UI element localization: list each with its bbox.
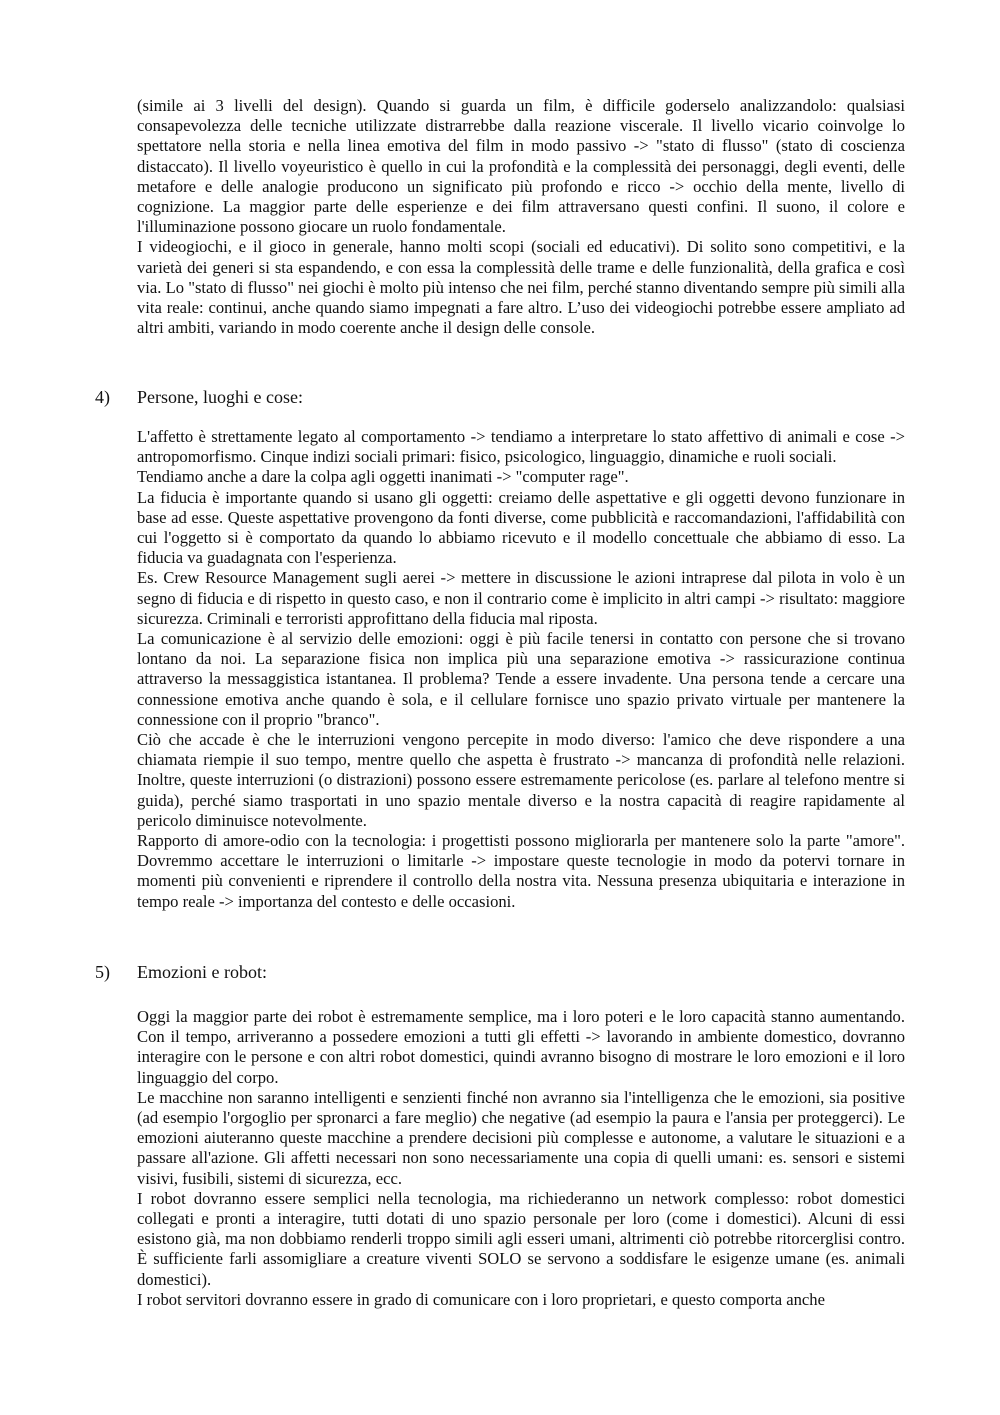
intro-paragraph-1: (simile ai 3 livelli del design). Quando si guarda un film, è difficile goderselo analizzandolo: qualsiasi consapevolezza delle tecniche utilizzate distrarrebbe dalla reazione viscerale. Il livello vicario coinvolge lo spettatore nella storia e nella linea emotiva del film in modo passivo -> "stato di flusso" (stato di coscienza distaccato). Il livello voyeuristico è quello in cui la profondità e la complessità dei personaggi, degli eventi, delle metafore e delle analogie producono un significato più profondo e ricco -> occhio della mente, livello di cognizione. La maggior parte delle esperienze e dei film attraversano questi confini. Il suono, il colore e l'illuminazione possono giocare un ruolo fondamentale. (137, 96, 905, 237)
section-5-paragraph-3: I robot dovranno essere semplici nella tecnologia, ma richiederanno un network complesso: robot domestici collegati e pronti a interagire, tutti dotati di uno spazio personale per loro (come i domestici). Alcuni di essi esistono già, ma non dobbiamo renderli troppo simili agli esseri umani, altrimenti ciò potrebbe ritorcerglisi contro. È sufficiente farli assomigliare a creature viventi SOLO se servono a soddisfare le esigenze umane (es. animali domestici). (137, 1188, 905, 1289)
section-4-number: 4) (95, 387, 110, 407)
section-4-paragraph-5: La comunicazione è al servizio delle emozioni: oggi è più facile tenersi in contatto con persone che si trovano lontano da noi. La separazione fisica non implica più una separazione emotiva -> rassicurazione continua attraverso la messaggistica istantanea. Il problema? Tende a essere invadente. Una persona tende a cercare una connessione emotiva anche quando è sola, e il cellulare fornisce uno spazio privato virtuale per mantenere la connessione con il proprio "branco". (137, 629, 905, 729)
section-5-number: 5) (95, 962, 110, 982)
section-5-paragraph-1: Oggi la maggior parte dei robot è estremamente semplice, ma i loro poteri e le loro capacità stanno aumentando. Con il tempo, arriveranno a possedere emozioni a tutti gli effetti -> lavorando in ambiente domestico, dovranno interagire con le persone e con altri robot domestici, quindi avranno bisogno di mostrare le loro emozioni e il loro linguaggio del corpo. (137, 1007, 905, 1087)
section-5-heading (95, 961, 267, 983)
section-4-paragraph-6: Ciò che accade è che le interruzioni vengono percepite in modo diverso: l'amico che deve rispondere a una chiamata riempie il suo tempo, mentre quello che aspetta è frustrato -> mancanza di profondità nelle relazioni. Inoltre, queste interruzioni (o distrazioni) possono essere estremamente pericolose (es. parlare al telefono mentre si guida), perché siamo trasportati in uno spazio mentale diverso e la nostra capacità di reagire rapidamente al pericolo diminuisce notevolmente. (137, 730, 905, 830)
intro-paragraph-2: I videogiochi, e il gioco in generale, hanno molti scopi (sociali ed educativi). Di solito sono competitivi, e la varietà dei generi si sta espandendo, e con essa la complessità delle trame e delle funzionalità, della grafica e così via. Lo "stato di flusso" nei giochi è molto più intenso che nei film, perché stanno diventando sempre più simili alla vita reale: continui, anche quando siamo impegnati a fare altro. L’uso dei videogiochi potrebbe essere ampliato ad altri ambiti, variando in modo coerente anche il design delle console. (137, 237, 905, 338)
intro-text (137, 96, 905, 338)
section-4-heading (95, 386, 303, 408)
section-4-paragraph-1: L'affetto è strettamente legato al comportamento -> tendiamo a interpretare lo stato affettivo di animali e cose -> antropomorfismo. Cinque indizi sociali primari: fisico, psicologico, linguaggio, dinamiche e ruoli sociali. (137, 427, 905, 467)
section-4-paragraph-3: La fiducia è importante quando si usano gli oggetti: creiamo delle aspettative e gli oggetti devono funzionare in base ad esse. Queste aspettative provengono da fonti diverse, come pubblicità e raccomandazioni, l'affidabilità con cui l'oggetto si è comportato da quando lo abbiamo ricevuto e il modello concettuale che abbiamo di esso. La fiducia va guadagnata con l'esperienza. (137, 487, 905, 568)
section-4-text (137, 427, 905, 912)
section-5-paragraph-2: Le macchine non saranno intelligenti e senzienti finché non avranno sia l'intelligenza che le emozioni, sia positive (ad esempio l'orgoglio per spronarci a fare meglio) che negative (ad esempio la paura e l'ansia per proteggerci). Le emozioni aiuteranno queste macchine a prendere decisioni più complesse e autonome, a valutare le situazioni e a passare all'azione. Gli affetti necessari non sono necessariamente una copia di quelli umani: es. sensori e sistemi visivi, fusibili, sistemi di sicurezza, ecc. (137, 1087, 905, 1188)
section-5-paragraph-4: I robot servitori dovranno essere in grado di comunicare con i loro proprietari, e questo comporta anche (137, 1289, 825, 1309)
section-5-text (137, 1007, 905, 1310)
section-4-paragraph-7: Rapporto di amore-odio con la tecnologia: i progettisti possono migliorarla per mantenere solo la parte "amore". Dovremmo accettare le interruzioni o limitarle -> impostare queste tecnologie in modo da potervi tornare in momenti più convenienti e riprendere il controllo della nostra vita. Nessuna presenza ubiquitaria e interazione in tempo reale -> importanza del contesto e delle occasioni. (137, 831, 905, 911)
section-4-title: Persone, luoghi e cose: (137, 387, 303, 407)
section-4-paragraph-2: Tendiamo anche a dare la colpa agli oggetti inanimati -> "computer rage". (137, 467, 629, 487)
section-4-paragraph-4: Es. Crew Resource Management sugli aerei -> mettere in discussione le azioni intraprese dal pilota in volo è un segno di fiducia e di rispetto in questo caso, e non il contrario come è implicito in altri campi -> risultato: maggiore sicurezza. Criminali e terroristi approfittano della fiducia mal riposta. (137, 568, 905, 628)
section-5-title: Emozioni e robot: (137, 962, 267, 982)
